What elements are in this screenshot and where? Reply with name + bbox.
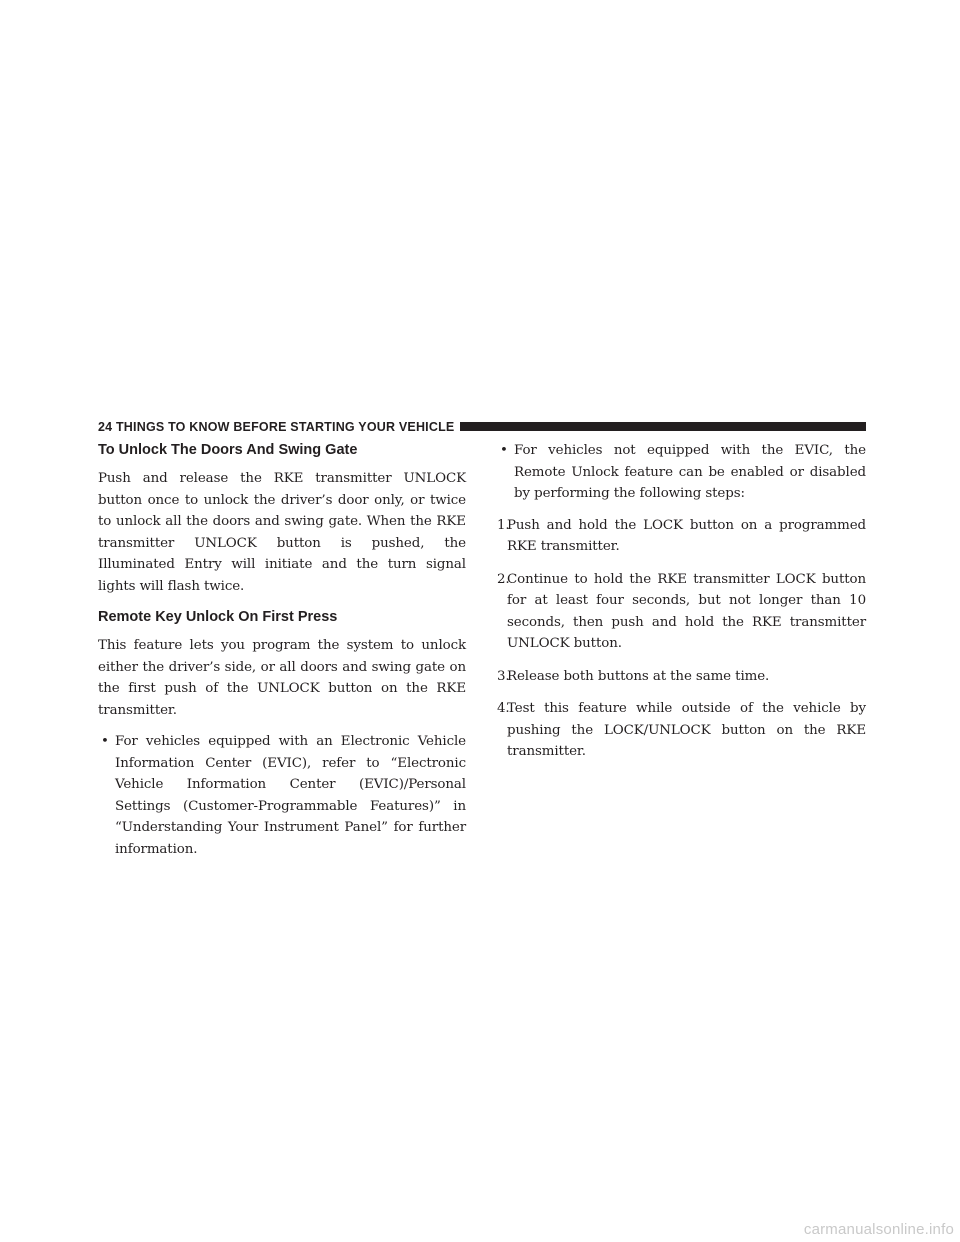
paragraph-remote-key-unlock: This feature lets you program the system to unlock either the driver’s side, or all doors and swing gate on the first push of the UNLOCK button on the RKE transmitter. [98,638,466,718]
step-item [497,666,866,688]
step-text: Continue to hold the RKE transmitter LOCK button for at least four seconds, but not longer than 10 seconds, then push and hold the RKE transmitter UNLOCK button. [507,571,866,651]
step-number: 1. [497,517,510,533]
header-rule [460,422,866,431]
section-heading-remote-key-unlock: Remote Key Unlock On First Press [98,609,338,625]
step-number: 3. [497,668,510,684]
step-text: Test this feature while outside of the vehicle by pushing the LOCK/UNLOCK button on the RKE transmitter. [507,701,866,759]
section-heading-unlock-doors: To Unlock The Doors And Swing Gate [98,442,358,458]
step-number: 2. [497,571,510,587]
watermark-text: carmanualsonline.info [803,1221,954,1238]
left-column [98,440,466,870]
page-header [98,418,866,435]
step-text: Push and hold the LOCK button on a programmed RKE transmitter. [507,517,866,554]
right-column [497,440,866,774]
step-number: 4. [497,701,510,716]
bullet-item-evic-not-equipped [497,440,866,505]
paragraph-unlock-doors: Push and release the RKE transmitter UNLOCK button once to unlock the driver’s door only, or twice to unlock all the doors and swing gate. When the RKE transmitter UNLOCK button is pushed, the Illuminated Entry will initiate and the turn signal lights will flash twice. [98,471,466,594]
step-text: Release both buttons at the same time. [507,668,770,684]
bullet-text: For vehicles not equipped with the EVIC, the Remote Unlock feature can be enabled or disabled by performing the following steps: [514,443,866,501]
step-item [497,698,866,763]
bullet-icon: • [101,734,109,749]
bullet-text: For vehicles equipped with an Electronic Vehicle Information Center (EVIC), refer to “Electronic Vehicle Information Center (EVIC)/Personal Settings (Customer-Programmable Features)” in “Understanding Your Instrument Panel” for further information. [115,734,466,857]
running-header-text: 24 THINGS TO KNOW BEFORE STARTING YOUR VEHICLE [98,419,455,434]
bullet-icon: • [500,443,508,458]
step-item [497,569,866,655]
step-item [497,515,866,558]
bullet-item-evic-equipped [98,731,466,860]
